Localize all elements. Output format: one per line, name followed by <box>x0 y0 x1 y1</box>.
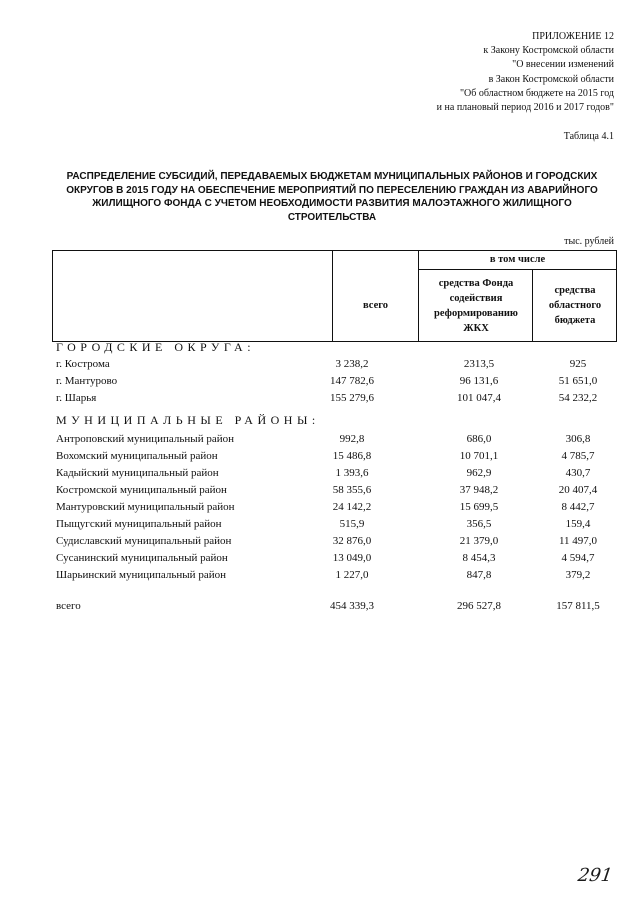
row-regional: 4 594,7 <box>561 552 595 564</box>
grand-total-regional: 157 811,5 <box>556 600 600 612</box>
section-label: ГОРОДСКИЕ ОКРУГА: <box>56 340 256 354</box>
row-name: Вохомский муниципальный район <box>56 450 218 462</box>
grand-total-label: всего <box>56 600 81 612</box>
row-total: 24 142,2 <box>332 501 372 513</box>
row-regional: 51 651,0 <box>558 375 598 387</box>
header-total: всего <box>362 300 388 311</box>
row-total: 515,9 <box>339 518 365 530</box>
appendix-line: "Об областном бюджете на 2015 год <box>459 87 614 99</box>
table-row <box>0 482 640 499</box>
row-fund: 15 699,5 <box>459 501 499 513</box>
table-row <box>0 390 640 407</box>
grand-total-row <box>0 598 640 615</box>
row-total: 13 049,0 <box>332 552 372 564</box>
row-total: 3 238,2 <box>335 358 369 370</box>
row-fund: 8 454,3 <box>462 552 496 564</box>
row-fund: 10 701,1 <box>459 450 499 462</box>
row-fund: 21 379,0 <box>459 535 499 547</box>
table-row <box>0 448 640 465</box>
row-regional: 379,2 <box>565 569 591 581</box>
appendix-line: в Закон Костромской области <box>488 73 614 85</box>
row-regional: 54 232,2 <box>558 392 598 404</box>
row-fund: 356,5 <box>466 518 492 530</box>
row-regional: 925 <box>569 358 587 370</box>
row-fund: 686,0 <box>466 433 492 445</box>
appendix-block <box>437 30 614 115</box>
row-regional: 8 442,7 <box>561 501 595 513</box>
row-total: 155 279,6 <box>330 392 374 404</box>
table-row <box>0 499 640 516</box>
row-total: 992,8 <box>339 433 365 445</box>
row-total: 32 876,0 <box>332 535 372 547</box>
row-fund: 96 131,6 <box>459 375 499 387</box>
row-name: г. Кострома <box>56 358 110 370</box>
row-name: г. Шарья <box>56 392 97 404</box>
row-name: Пыщугский муниципальный район <box>56 518 222 530</box>
grand-total-value: 454 339,3 <box>330 600 374 612</box>
row-name: Антроповский муниципальный район <box>56 433 234 445</box>
table-row <box>0 356 640 373</box>
table-row <box>0 431 640 448</box>
row-name: Сусанинский муниципальный район <box>56 552 228 564</box>
grand-total-fund: 296 527,8 <box>457 600 501 612</box>
row-regional: 20 407,4 <box>558 484 598 496</box>
row-fund: 847,8 <box>466 569 492 581</box>
document-title: РАСПРЕДЕЛЕНИЕ СУБСИДИЙ, ПЕРЕДАВАЕМЫХ БЮДЖЕТАМ МУНИЦИПАЛЬНЫХ РАЙОНОВ И ГОРОДСКИХ ОКРУГОВ В 2015 ГОДУ НА ОБЕСПЕЧЕНИЕ МЕРОПРИЯТИЙ ПО ПЕРЕСЕЛЕНИЮ ГРАЖДАН ИЗ АВАРИЙНОГО ЖИЛИЩНОГО ФОНДА С УЧЕТОМ НЕОБХОДИМОСТИ РАЗВИТИЯ МАЛОЭТАЖНОГО ЖИЛИЩНОГО СТРОИТЕЛЬСТВА <box>66 171 598 223</box>
row-name: г. Мантурово <box>56 375 118 387</box>
section-label: МУНИЦИПАЛЬНЫЕ РАЙОНЫ: <box>56 413 320 427</box>
units-label: тыс. рублей <box>564 236 614 247</box>
appendix-line: ПРИЛОЖЕНИЕ 12 <box>532 31 614 42</box>
row-regional: 430,7 <box>565 467 591 479</box>
row-total: 58 355,6 <box>332 484 372 496</box>
row-total: 1 227,0 <box>335 569 369 581</box>
row-fund: 101 047,4 <box>457 392 501 404</box>
table-row <box>0 465 640 482</box>
table-row <box>0 567 640 584</box>
appendix-line: "О внесении изменений <box>512 59 614 71</box>
row-name: Шарьинский муниципальный район <box>56 569 226 581</box>
row-regional: 306,8 <box>565 433 591 445</box>
table-row <box>0 550 640 567</box>
appendix-line: и на плановый период 2016 и 2017 годов" <box>436 102 614 114</box>
handwritten-page-number: 291 <box>576 865 614 886</box>
table-number: Таблица 4.1 <box>563 131 614 142</box>
row-fund: 37 948,2 <box>459 484 499 496</box>
row-regional: 159,4 <box>565 518 591 530</box>
table-row <box>0 533 640 550</box>
row-total: 1 393,6 <box>335 467 369 479</box>
row-fund: 2313,5 <box>463 358 495 370</box>
row-name: Мантуровский муниципальный район <box>56 501 235 513</box>
table-row <box>0 516 640 533</box>
row-total: 147 782,6 <box>330 375 374 387</box>
row-regional: 11 497,0 <box>558 535 598 547</box>
column-divider <box>532 269 533 342</box>
appendix-line: к Закону Костромской области <box>483 45 614 57</box>
row-name: Судиславский муниципальный район <box>56 535 232 547</box>
row-name: Кадыйский муниципальный район <box>56 467 219 479</box>
header-fund: средства Фонда содействия реформированию ЖКХ <box>434 277 518 334</box>
row-total: 15 486,8 <box>332 450 372 462</box>
table-row <box>0 373 640 390</box>
row-fund: 962,9 <box>466 467 492 479</box>
header-regional: средства областного бюджета <box>548 285 602 326</box>
header-including: в том числе <box>489 254 546 265</box>
row-name: Костромской муниципальный район <box>56 484 227 496</box>
row-regional: 4 785,7 <box>561 450 595 462</box>
